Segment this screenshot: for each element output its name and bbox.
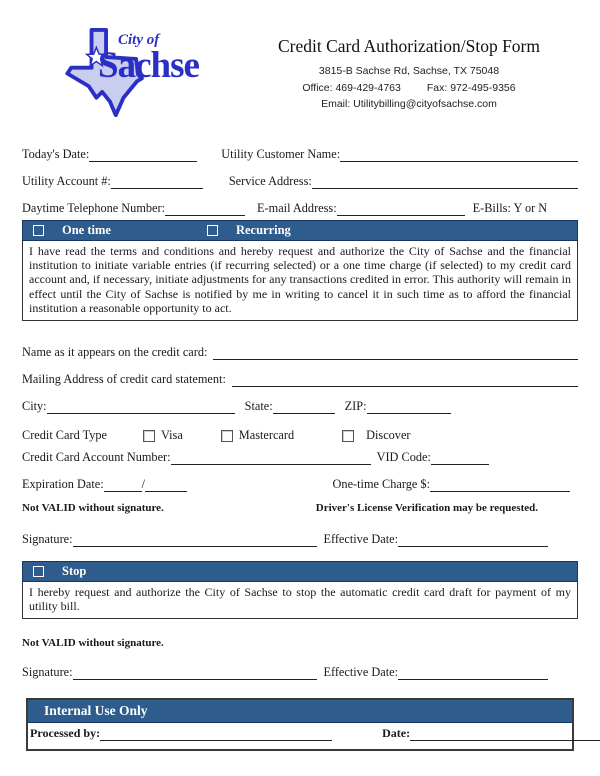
- stop-checkbox[interactable]: [33, 566, 44, 577]
- utility-account-label: Utility Account #:: [22, 174, 111, 188]
- header-text-block: [238, 24, 580, 119]
- fax-number: Fax: 972-495-9356: [426, 81, 516, 94]
- utility-customer-name-input-line[interactable]: [340, 147, 578, 162]
- internal-use-section: [0, 698, 600, 751]
- effective-date-input-line[interactable]: [398, 532, 548, 547]
- internal-date-input-line[interactable]: [410, 726, 600, 741]
- auth-notes-row: [22, 492, 538, 514]
- processed-by-label: Processed by:: [30, 726, 101, 741]
- todays-date-row: [22, 135, 578, 162]
- account-number-label: Credit Card Account Number:: [22, 450, 171, 465]
- stop-section: [0, 561, 600, 680]
- stop-signature-row: [22, 653, 548, 680]
- visa-label: Visa: [160, 428, 183, 443]
- expiration-slash: /: [141, 477, 146, 492]
- name-on-card-input-line[interactable]: [213, 345, 578, 360]
- signature-label: Signature:: [22, 532, 73, 547]
- email-line: Email: Utilitybilling@cityofsachse.com: [321, 98, 497, 110]
- authorization-section: [0, 220, 600, 547]
- recurring-checkbox[interactable]: [207, 225, 218, 236]
- internal-date-label: Date:: [382, 726, 411, 741]
- one-time-checkbox[interactable]: [33, 225, 44, 236]
- stop-effective-date-input-line[interactable]: [398, 665, 548, 680]
- customer-info-section: [0, 135, 600, 216]
- stop-signature-label: Signature:: [22, 665, 73, 680]
- utility-account-row: [22, 162, 578, 189]
- state-input-line[interactable]: [273, 399, 335, 414]
- processed-by-input-line[interactable]: [100, 726, 332, 741]
- authorization-section-bar: [22, 220, 578, 241]
- zip-label: ZIP:: [344, 399, 367, 414]
- daytime-phone-label: Daytime Telephone Number:: [22, 201, 166, 215]
- stop-terms-text: I hereby request and authorize the City of Sachse to stop the automatic credit card draft for payment of my utility bill.: [22, 582, 578, 619]
- address-line: 3815-B Sachse Rd, Sachse, TX 75048: [318, 65, 500, 77]
- stop-section-bar: [22, 561, 578, 582]
- stop-note-row: [22, 627, 578, 649]
- city-label: City:: [22, 399, 47, 414]
- expiration-year-input-line[interactable]: [145, 477, 187, 492]
- stop-label: Stop: [62, 564, 87, 579]
- mastercard-label: Mastercard: [238, 428, 295, 443]
- logo-city-of-text: City of: [118, 32, 160, 48]
- card-type-row: [22, 416, 578, 443]
- city-state-zip-row: [22, 387, 578, 414]
- utility-customer-name-label: Utility Customer Name:: [221, 147, 341, 161]
- signature-input-line[interactable]: [73, 532, 318, 547]
- office-phone: Office: 469-429-4763: [302, 81, 401, 94]
- stop-effective-date-label: Effective Date:: [323, 665, 398, 680]
- mailing-address-row: [22, 360, 578, 387]
- todays-date-input-line[interactable]: [89, 147, 197, 162]
- daytime-phone-row: [22, 189, 578, 216]
- internal-use-bar: [28, 700, 572, 723]
- city-input-line[interactable]: [47, 399, 235, 414]
- license-note: Driver's License Verification may be requested.: [315, 502, 538, 515]
- todays-date-label: Today's Date:: [22, 147, 90, 161]
- mailing-address-label: Mailing Address of credit card statement:: [22, 372, 226, 387]
- recurring-label: Recurring: [235, 223, 291, 237]
- discover-label: Discover: [366, 428, 411, 443]
- mailing-address-input-line[interactable]: [232, 372, 578, 387]
- expiration-month-input-line[interactable]: [104, 477, 142, 492]
- city-of-sachse-logo: [58, 24, 238, 119]
- expiration-charge-row: [22, 465, 570, 492]
- one-time-charge-label: One-time Charge $:: [332, 477, 430, 492]
- ebills-label: E-Bills: Y or N: [472, 201, 548, 215]
- card-type-label: Credit Card Type: [22, 428, 107, 443]
- one-time-label: One time: [62, 223, 111, 237]
- authorization-terms-text: I have read the terms and conditions and hereby request and authorize the City of Sachse and the financial institution to initiate variable entries (if recurring selected) or a one time charge (if selected) to my credit card account and, if necessary, initiate adjustments for any transactions credited in error. This authority will remain in effect until the City of Sachse is notified by me in writing to cancel it in such time as to afford the financial institution a reasonable opportunity to act.: [22, 241, 578, 321]
- vid-code-label: VID Code:: [376, 450, 431, 465]
- visa-checkbox[interactable]: [143, 430, 155, 442]
- logo-sachse-text: Sachse: [98, 45, 199, 86]
- service-address-input-line[interactable]: [312, 174, 578, 189]
- service-address-label: Service Address:: [228, 174, 312, 188]
- vid-code-input-line[interactable]: [431, 450, 489, 465]
- state-label: State:: [244, 399, 273, 414]
- zip-input-line[interactable]: [367, 399, 451, 414]
- mastercard-checkbox[interactable]: [221, 430, 233, 442]
- email-address-label: E-mail Address:: [257, 201, 337, 215]
- form-title: Credit Card Authorization/Stop Form: [278, 36, 540, 56]
- stop-not-valid-note: Not VALID without signature.: [22, 637, 164, 650]
- account-number-input-line[interactable]: [171, 450, 371, 465]
- one-time-charge-input-line[interactable]: [430, 477, 570, 492]
- discover-checkbox[interactable]: [342, 430, 354, 442]
- daytime-phone-input-line[interactable]: [165, 201, 245, 216]
- form-header: [0, 0, 600, 119]
- expiration-label: Expiration Date:: [22, 477, 104, 492]
- phone-fax-line: [238, 80, 580, 97]
- auth-signature-row: [22, 520, 548, 547]
- processed-by-row: [28, 723, 572, 749]
- account-number-row: [22, 443, 578, 465]
- utility-account-input-line[interactable]: [111, 174, 203, 189]
- name-on-card-label: Name as it appears on the credit card:: [22, 345, 208, 360]
- stop-signature-input-line[interactable]: [73, 665, 318, 680]
- effective-date-label: Effective Date:: [323, 532, 398, 547]
- internal-use-box: [26, 698, 574, 751]
- not-valid-note: Not VALID without signature.: [22, 502, 164, 515]
- email-address-input-line[interactable]: [337, 201, 465, 216]
- name-on-card-row: [22, 333, 578, 360]
- internal-use-title: Internal Use Only: [44, 703, 148, 719]
